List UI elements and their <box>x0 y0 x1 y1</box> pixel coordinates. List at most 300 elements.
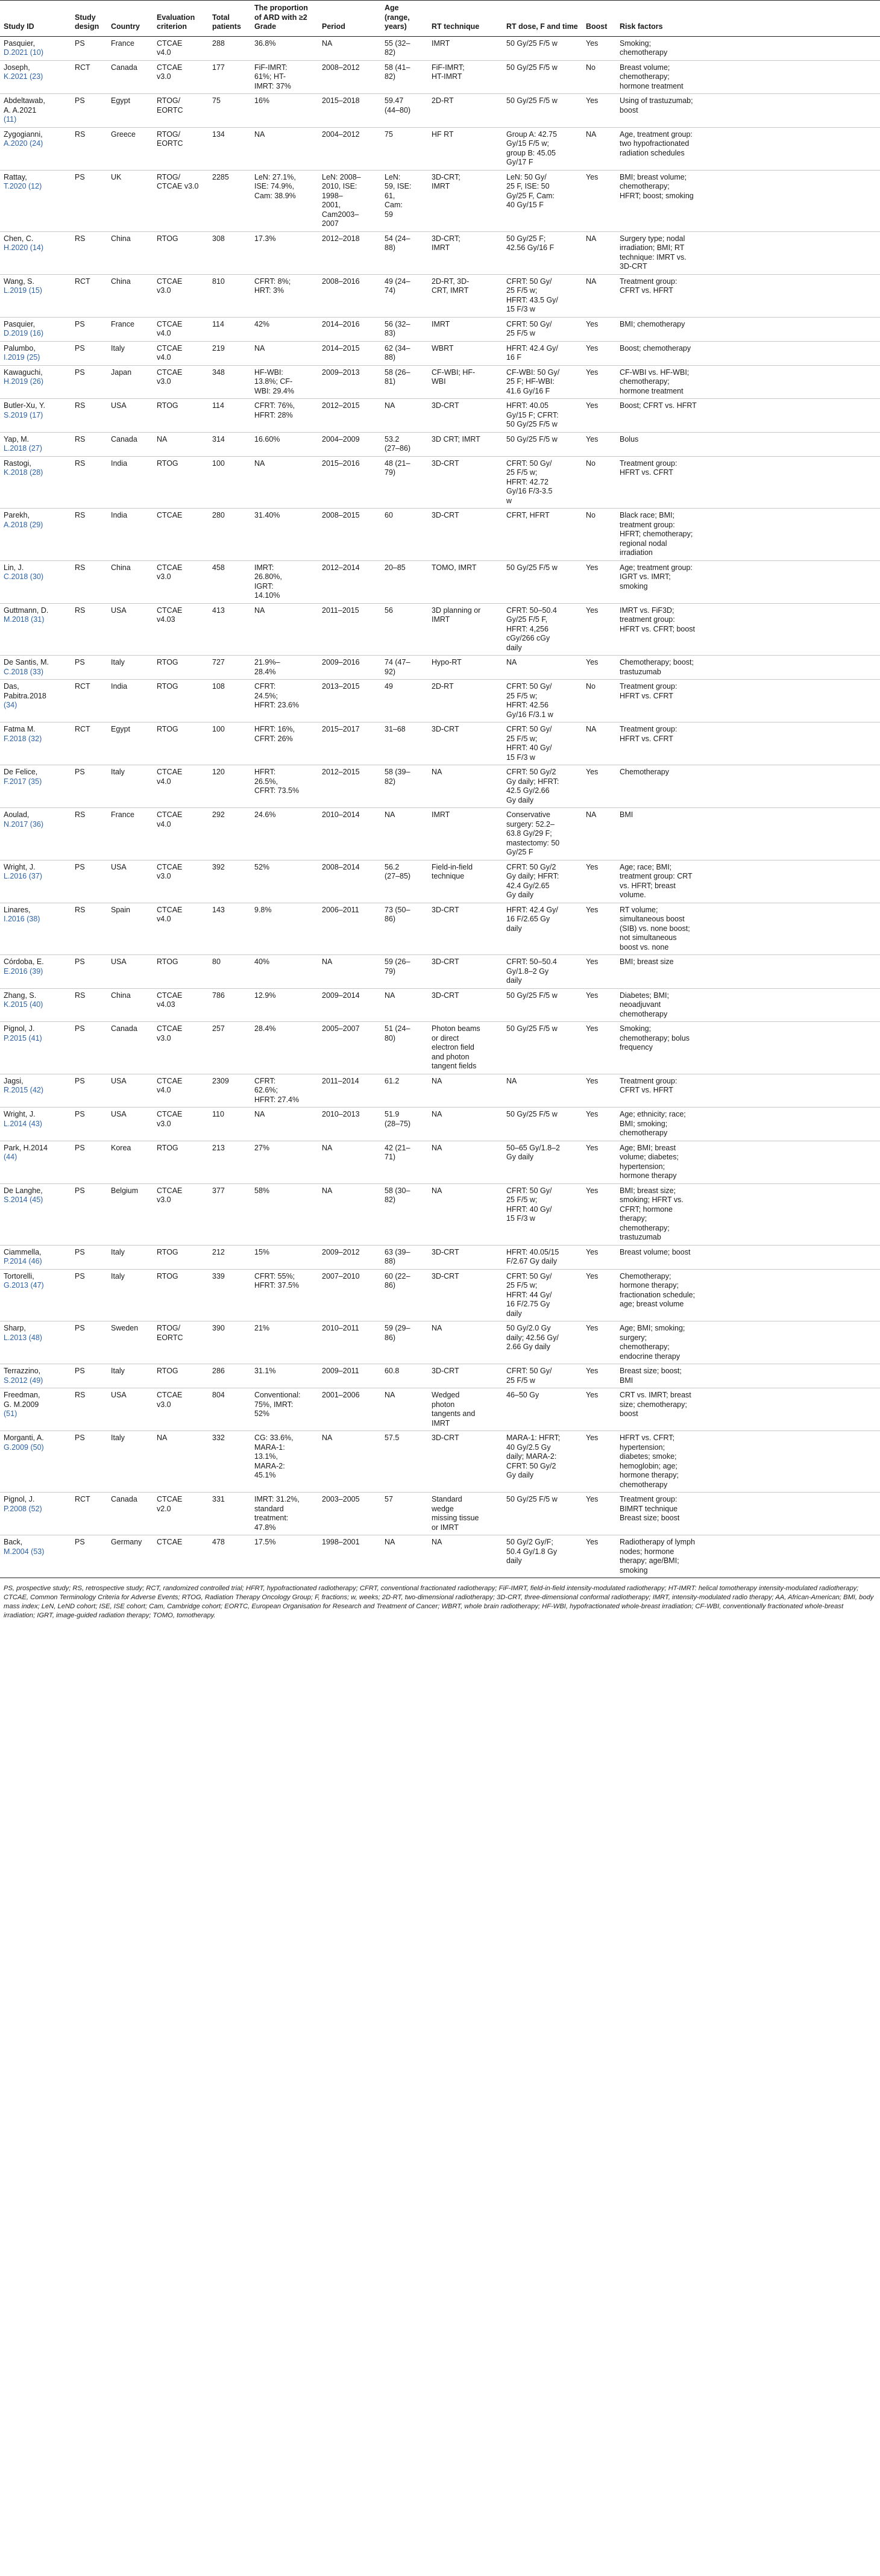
cell-line: Italy <box>111 768 125 776</box>
cell-rt-technique <box>428 765 503 808</box>
cell-line: MARA-2: <box>254 1461 285 1470</box>
cell-line: NA <box>385 1391 395 1399</box>
cell-age <box>381 1141 428 1183</box>
cell-ard-proportion <box>251 1388 318 1431</box>
table-row <box>0 399 880 433</box>
table-row <box>0 860 880 903</box>
cell-boost <box>582 988 616 1022</box>
cell-ard-proportion <box>251 36 318 60</box>
cell-line: 59.47 <box>385 96 404 105</box>
cell-evaluation-criterion <box>153 1245 209 1269</box>
cell-line: CTCAE <box>157 319 183 328</box>
header-country: Country <box>107 1 153 37</box>
cell-line: 28.4% <box>254 667 276 676</box>
cell-line: PS <box>75 1110 85 1118</box>
cell-line: Gy daily <box>506 1153 534 1161</box>
cell-period <box>318 317 381 341</box>
cell-line: chemotherapy; <box>620 1343 670 1351</box>
cell-line: RS <box>75 606 86 615</box>
table-row <box>0 1074 880 1108</box>
cell-rt-dose <box>503 988 582 1022</box>
cell-line: 2006–2011 <box>322 905 359 914</box>
cell-risk-factors <box>616 509 880 561</box>
cell-line: (44–80) <box>385 105 411 114</box>
cell-line: hypertension; <box>620 1443 665 1452</box>
table-row <box>0 1321 880 1364</box>
cell-line: 2011–2014 <box>322 1076 359 1085</box>
table-row <box>0 1535 880 1578</box>
cell-age <box>381 274 428 317</box>
cell-period <box>318 680 381 722</box>
cell-evaluation-criterion <box>153 722 209 765</box>
cell-line: Hypo-RT <box>432 658 462 666</box>
cell-line: v4.0 <box>157 48 171 57</box>
cell-period <box>318 60 381 94</box>
cell-line: CFRT: 76%, <box>254 401 295 410</box>
cell-line: NA <box>254 459 265 468</box>
cell-line: group B: 45.05 <box>506 148 556 157</box>
cell-line: RCT <box>75 1495 90 1503</box>
cell-study-design <box>71 1388 107 1431</box>
cell-rt-dose <box>503 808 582 860</box>
cell-risk-factors <box>616 1141 880 1183</box>
cell-study-design <box>71 365 107 399</box>
cell-line: 42.5 Gy/2.66 <box>506 786 550 795</box>
cell-total-patients <box>209 60 251 94</box>
table-row <box>0 274 880 317</box>
cell-line: France <box>111 319 134 328</box>
cell-line: NA <box>157 1434 168 1442</box>
cell-ard-proportion <box>251 341 318 365</box>
cell-line: irradiation <box>620 548 653 557</box>
cell-line: treatment group: <box>620 615 675 624</box>
cell-line: 56 (32– <box>385 319 410 328</box>
cell-study-design <box>71 1022 107 1074</box>
cell-line: Yes <box>586 1076 599 1085</box>
cell-rt-technique <box>428 1388 503 1431</box>
cell-line: tangent fields <box>432 1062 477 1070</box>
cell-line: radiation schedules <box>620 148 685 157</box>
cell-period <box>318 1364 381 1388</box>
cell-line: volume. <box>620 891 646 899</box>
cell-line: diabetes; smoke; <box>620 1452 677 1461</box>
cell-line: Radiotherapy of lymph <box>620 1538 696 1546</box>
cell-line: RTOG/ <box>157 172 181 181</box>
cell-line: Boost; CFRT vs. HFRT <box>620 401 697 410</box>
cell-total-patients <box>209 432 251 456</box>
cell-line: 46–50 Gy <box>506 1391 539 1399</box>
cell-line: CTCAE <box>157 991 183 1000</box>
cell-line: CG: 33.6%, <box>254 1434 294 1442</box>
cell-line: HFRT: 40 Gy/ <box>506 744 552 752</box>
cell-period <box>318 1493 381 1535</box>
cell-line: Yes <box>586 172 599 181</box>
cell-line: CTCAE <box>157 511 183 519</box>
cell-line: 120 <box>212 768 225 776</box>
cell-line: 2010, ISE: <box>322 182 357 190</box>
cell-evaluation-criterion <box>153 399 209 433</box>
cell-line: boost <box>620 105 638 114</box>
cell-line: 331 <box>212 1495 225 1503</box>
cell-total-patients <box>209 1245 251 1269</box>
cell-line: IMRT <box>432 39 450 48</box>
cell-line: RTOG/ <box>157 130 181 139</box>
cell-line: H.2020 (14) <box>4 243 44 252</box>
cell-line: Guttmann, D. <box>4 606 49 615</box>
cell-line: 2010–2014 <box>322 810 360 819</box>
cell-study-design <box>71 456 107 509</box>
cell-line: Pasquier, <box>4 39 36 48</box>
cell-line: UK <box>111 172 122 181</box>
cell-study-id <box>0 341 71 365</box>
cell-line: 79) <box>385 967 396 976</box>
cell-line: USA <box>111 1391 127 1399</box>
cell-line: hormone therapy; <box>620 1471 679 1479</box>
cell-ard-proportion <box>251 680 318 722</box>
cell-risk-factors <box>616 456 880 509</box>
cell-line: CFRT: 50 Gy/ <box>506 1367 552 1375</box>
cell-line: v4.03 <box>157 615 175 624</box>
cell-line: K.2015 (40) <box>4 1000 43 1009</box>
cell-line: 3D-CRT <box>432 1271 459 1280</box>
cell-evaluation-criterion <box>153 456 209 509</box>
cell-line: RTOG <box>157 682 178 691</box>
cell-line: 36.8% <box>254 39 276 48</box>
cell-line: S.2012 (49) <box>4 1376 43 1385</box>
cell-line: IMRT <box>432 182 450 190</box>
cell-study-id <box>0 1269 71 1321</box>
cell-study-design <box>71 1535 107 1578</box>
cell-line: CFRT: 50 Gy/ <box>506 1271 552 1280</box>
cell-line: L.2018 (27) <box>4 444 42 453</box>
cell-line: daily <box>506 976 522 985</box>
cell-line: 110 <box>212 1110 224 1118</box>
cell-line: CTCAE <box>157 810 183 819</box>
cell-line: Butler-Xu, Y. <box>4 401 46 410</box>
cell-line: 26.80%, <box>254 572 282 581</box>
cell-age <box>381 1535 428 1578</box>
cell-line: Age, treatment group: <box>620 130 693 139</box>
cell-country <box>107 432 153 456</box>
cell-rt-technique <box>428 170 503 231</box>
cell-line: 478 <box>212 1538 225 1546</box>
cell-line: Rattay, <box>4 172 27 181</box>
cell-study-id <box>0 36 71 60</box>
cell-line: 50 Gy/25 F/5 w <box>506 96 558 105</box>
cell-line: 2014–2015 <box>322 343 360 353</box>
table-row <box>0 60 880 94</box>
cell-rt-dose <box>503 1321 582 1364</box>
cell-ard-proportion <box>251 60 318 94</box>
cell-line: smoking <box>620 581 648 591</box>
cell-line: 213 <box>212 1143 225 1152</box>
cell-study-design <box>71 722 107 765</box>
cell-line: 15 F/3 w <box>506 305 535 313</box>
cell-age <box>381 127 428 170</box>
cell-line: Tortorelli, <box>4 1271 34 1280</box>
cell-line: G.2013 (47) <box>4 1281 44 1290</box>
cell-risk-factors <box>616 603 880 656</box>
cell-line: 50–65 Gy/1.8–2 <box>506 1143 560 1152</box>
cell-line: 100 <box>212 725 225 733</box>
cell-line: Pabitra.2018 <box>4 691 46 700</box>
cell-period <box>318 1245 381 1269</box>
cell-total-patients <box>209 231 251 274</box>
cell-line: 74 (47– <box>385 658 410 666</box>
cell-ard-proportion <box>251 1269 318 1321</box>
cell-period <box>318 341 381 365</box>
cell-line: BMI; breast size; <box>620 1186 676 1195</box>
cell-line: trastuzumab <box>620 667 661 676</box>
cell-line: 15% <box>254 1247 270 1256</box>
cell-line: RTOG <box>157 658 178 666</box>
cell-line: Yes <box>586 1495 599 1503</box>
cell-risk-factors <box>616 274 880 317</box>
table-row <box>0 988 880 1022</box>
cell-risk-factors <box>616 1388 880 1431</box>
cell-line: chemotherapy <box>620 1129 668 1137</box>
cell-line: Chemotherapy; boost; <box>620 658 694 666</box>
cell-line: 108 <box>212 682 225 691</box>
cell-line: Breast volume; boost <box>620 1247 691 1256</box>
cell-line: Yes <box>586 319 599 328</box>
cell-line: L.2019 (15) <box>4 286 42 295</box>
cell-line: NA <box>322 957 333 966</box>
cell-line: 3D-CRT <box>432 1247 459 1256</box>
cell-evaluation-criterion <box>153 1022 209 1074</box>
cell-line: HFRT: 16%, <box>254 725 295 733</box>
cell-line: PS <box>75 1324 85 1332</box>
cell-total-patients <box>209 456 251 509</box>
cell-evaluation-criterion <box>153 903 209 955</box>
cell-age <box>381 955 428 989</box>
cell-line: v3.0 <box>157 286 171 295</box>
cell-line: 75 <box>212 96 221 105</box>
cell-line: CFRT: 50 Gy/ <box>506 319 552 328</box>
cell-line: 24.6% <box>254 810 276 819</box>
cell-line: De Santis, M. <box>4 658 49 666</box>
cell-line: USA <box>111 1110 127 1118</box>
cell-rt-dose <box>503 955 582 989</box>
cell-line: Park, H.2014 <box>4 1143 48 1152</box>
cell-line: 2005–2007 <box>322 1024 360 1033</box>
cell-line: HFRT: 40.05 <box>506 401 548 410</box>
cell-line: chemotherapy; <box>620 377 670 386</box>
cell-rt-technique <box>428 1183 503 1245</box>
cell-risk-factors <box>616 1183 880 1245</box>
cell-rt-dose <box>503 560 582 603</box>
cell-line: Conservative <box>506 810 550 819</box>
cell-line: G.2009 (50) <box>4 1443 44 1452</box>
cell-country <box>107 1364 153 1388</box>
cell-line: 2008–2015 <box>322 511 360 519</box>
cell-line: IMRT <box>432 243 450 252</box>
cell-line: 377 <box>212 1186 225 1195</box>
cell-line: NA <box>432 1143 442 1152</box>
cell-line: NA <box>586 130 597 139</box>
cell-line: CTCAE <box>157 563 183 572</box>
table-row <box>0 765 880 808</box>
cell-line: NA <box>322 39 333 48</box>
cell-line: NA <box>432 1538 442 1546</box>
cell-line: endocrine therapy <box>620 1352 680 1361</box>
table-row <box>0 1364 880 1388</box>
cell-ard-proportion <box>251 1321 318 1364</box>
table-row <box>0 1388 880 1431</box>
cell-line: 20–85 <box>385 563 406 572</box>
cell-line: 82) <box>385 48 396 57</box>
cell-line: Japan <box>111 368 132 377</box>
cell-line: Chen, C. <box>4 234 34 243</box>
cell-risk-factors <box>616 1022 880 1074</box>
cell-country <box>107 509 153 561</box>
cell-line: v2.0 <box>157 1504 171 1513</box>
cell-line: 50 Gy/25 F/5 w <box>506 1495 558 1503</box>
cell-line: Yes <box>586 768 599 776</box>
cell-line: Yes <box>586 991 599 1000</box>
cell-age <box>381 365 428 399</box>
cell-rt-technique <box>428 722 503 765</box>
cell-line: CFRT: 50–50.4 <box>506 606 557 615</box>
cell-line: Egypt <box>111 725 130 733</box>
header-period: Period <box>318 1 381 37</box>
cell-line: 58 (30– <box>385 1186 410 1195</box>
cell-rt-technique <box>428 365 503 399</box>
cell-total-patients <box>209 274 251 317</box>
cell-line: HFRT: 40.05/15 <box>506 1247 559 1256</box>
cell-line: 3D-CRT <box>432 511 459 519</box>
cell-line: France <box>111 810 134 819</box>
cell-line: HFRT: 23.6% <box>254 701 300 709</box>
cell-ard-proportion <box>251 1022 318 1074</box>
cell-line: 61%; HT- <box>254 72 286 81</box>
cell-age <box>381 1364 428 1388</box>
cell-line: treatment: <box>254 1514 289 1522</box>
cell-line: CFRT vs. HFRT <box>620 286 673 295</box>
cell-line: 60.8 <box>385 1367 400 1375</box>
cell-line: 280 <box>212 511 225 519</box>
cell-risk-factors <box>616 170 880 231</box>
cell-line: Sweden <box>111 1324 139 1332</box>
cell-study-id <box>0 1493 71 1535</box>
cell-rt-technique <box>428 808 503 860</box>
cell-line: Yes <box>586 1538 599 1546</box>
cell-evaluation-criterion <box>153 1388 209 1431</box>
cell-ard-proportion <box>251 1431 318 1493</box>
cell-country <box>107 274 153 317</box>
cell-country <box>107 1431 153 1493</box>
cell-line: 25 F/5 w <box>506 329 535 337</box>
table-row <box>0 317 880 341</box>
table-row <box>0 808 880 860</box>
cell-line: 3D-CRT; <box>432 234 460 243</box>
cell-rt-technique <box>428 1108 503 1141</box>
cell-rt-dose <box>503 509 582 561</box>
cell-line: 2008–2012 <box>322 63 360 72</box>
cell-ard-proportion <box>251 1245 318 1269</box>
cell-boost <box>582 1141 616 1183</box>
cell-rt-dose <box>503 274 582 317</box>
cell-study-id <box>0 317 71 341</box>
cell-line: HFRT: 42.4 Gy/ <box>506 905 558 914</box>
cell-line: 40 Gy/2.5 Gy <box>506 1443 551 1452</box>
cell-line: tangents and <box>432 1409 476 1418</box>
cell-line: CTCAE <box>157 1076 183 1085</box>
cell-line: HFRT vs. CFRT <box>620 734 673 743</box>
cell-rt-technique <box>428 988 503 1022</box>
cell-line: 15 F/3 w <box>506 1214 535 1223</box>
cell-age <box>381 231 428 274</box>
cell-boost <box>582 656 616 680</box>
cell-line: CFRT: 50 Gy/2 <box>506 1461 556 1470</box>
cell-line: HFRT: <box>254 768 276 776</box>
cell-line: (28–75) <box>385 1119 411 1128</box>
cell-total-patients <box>209 680 251 722</box>
cell-line: 2009–2016 <box>322 658 360 666</box>
header-rt-dose: RT dose, F and time <box>503 1 582 37</box>
cell-line: HFRT: 42.72 <box>506 477 548 486</box>
cell-period <box>318 722 381 765</box>
cell-total-patients <box>209 560 251 603</box>
cell-line: 74) <box>385 286 396 295</box>
cell-evaluation-criterion <box>153 274 209 317</box>
cell-line: 21% <box>254 1324 270 1332</box>
cell-period <box>318 1431 381 1493</box>
cell-age <box>381 722 428 765</box>
cell-line: CFRT, HFRT <box>506 511 550 519</box>
cell-line: IMRT vs. FiF3D; <box>620 606 674 615</box>
cell-line: IGRT vs. IMRT; <box>620 572 671 581</box>
cell-line: 9.8% <box>254 905 272 914</box>
cell-line: CFRT: 50–50.4 <box>506 957 557 966</box>
cell-line: De Felice, <box>4 768 38 776</box>
cell-study-design <box>71 765 107 808</box>
cell-line: 16 F <box>506 353 522 362</box>
cell-line: Gy/15 F; CFRT: <box>506 410 559 419</box>
cell-total-patients <box>209 1022 251 1074</box>
cell-line: RS <box>75 1391 86 1399</box>
cell-total-patients <box>209 1388 251 1431</box>
cell-period <box>318 399 381 433</box>
cell-line: TOMO, IMRT <box>432 563 477 572</box>
cell-line: daily <box>506 1556 522 1565</box>
cell-evaluation-criterion <box>153 231 209 274</box>
cell-line: 86) <box>385 915 396 923</box>
cell-age <box>381 680 428 722</box>
cell-line: NA <box>254 130 265 139</box>
cell-age <box>381 560 428 603</box>
cell-line: F.2017 (35) <box>4 777 42 786</box>
cell-period <box>318 1074 381 1108</box>
cell-line: 2015–2016 <box>322 459 360 468</box>
cell-line: CF-WBI; HF- <box>432 368 476 377</box>
cell-boost <box>582 1321 616 1364</box>
cell-line: 82) <box>385 72 396 81</box>
cell-age <box>381 1493 428 1535</box>
cell-study-id <box>0 231 71 274</box>
cell-boost <box>582 1493 616 1535</box>
cell-line: NA <box>254 1110 265 1118</box>
cell-line: 71) <box>385 1153 396 1161</box>
cell-country <box>107 365 153 399</box>
cell-evaluation-criterion <box>153 1535 209 1578</box>
cell-line: Age; ethnicity; race; <box>620 1110 686 1118</box>
cell-line: 2D-RT <box>432 96 454 105</box>
cell-line: Smoking; <box>620 1024 652 1033</box>
cell-line: NA <box>322 1434 333 1442</box>
cell-line: NA <box>432 1186 442 1195</box>
cell-ard-proportion <box>251 509 318 561</box>
